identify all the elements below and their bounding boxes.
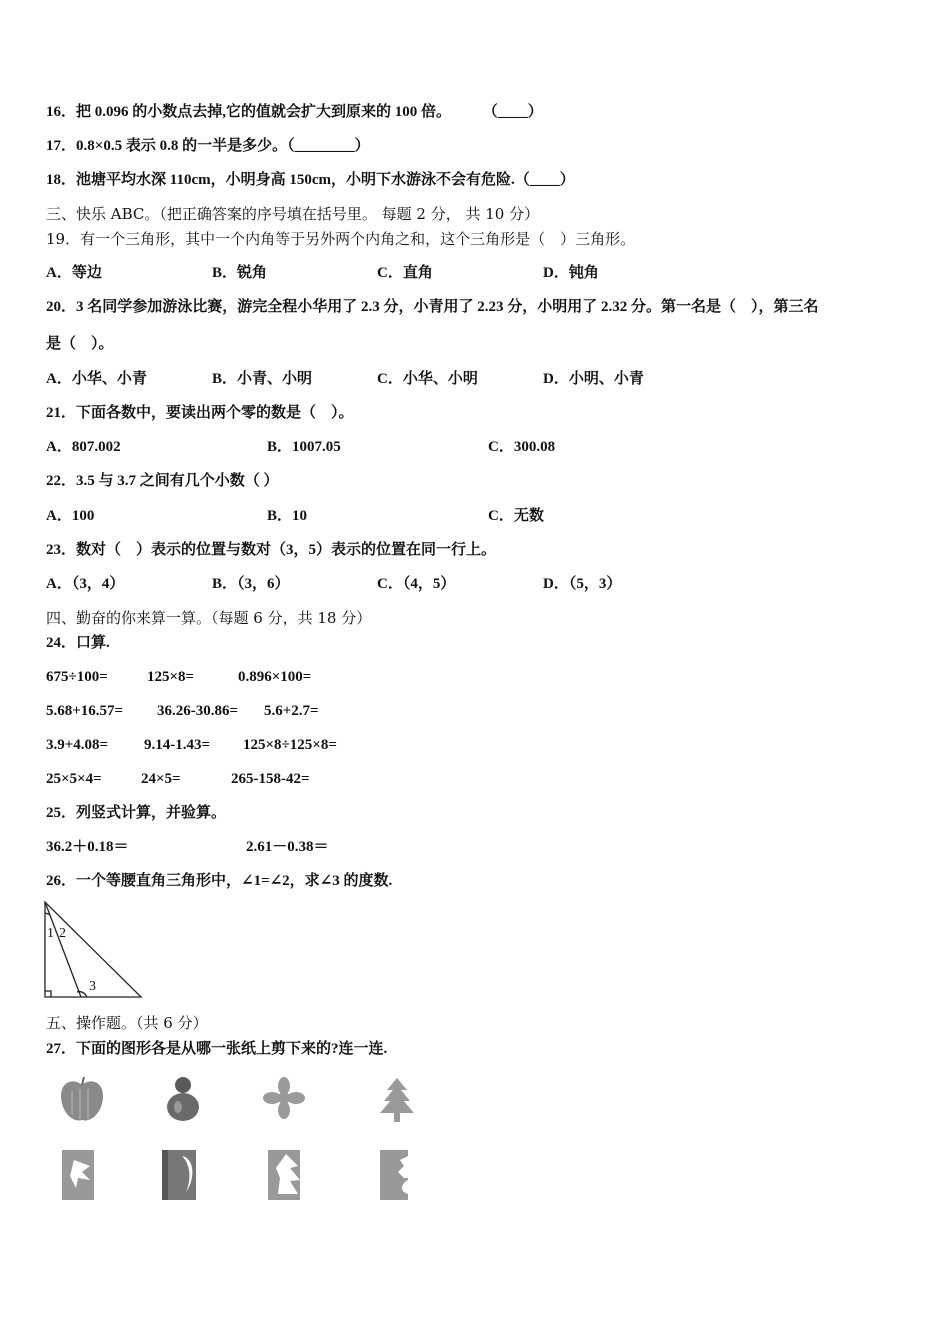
angle-label-3: 3	[89, 979, 96, 994]
calc-item: 125×8=	[147, 669, 195, 685]
question-26: 26．一个等腰直角三角形中，∠1=∠2，求∠3 的度数.	[46, 873, 393, 889]
calc-item: 25×5×4=	[46, 771, 102, 787]
calc-item: 36.2＋0.18＝	[46, 839, 129, 855]
option-b[interactable]: B．10	[267, 508, 308, 524]
question-23: 23．数对（ ）表示的位置与数对（3，5）表示的位置在同一行上。	[46, 542, 497, 558]
question-21: 21．下面各数中，要读出两个零的数是（ ）。	[46, 405, 354, 421]
option-d[interactable]: D．小明、小青	[543, 371, 644, 387]
option-a[interactable]: A．等边	[46, 265, 102, 281]
option-b[interactable]: B．1007.05	[267, 439, 341, 455]
tree-shape-icon[interactable]	[377, 1076, 417, 1124]
triangle-divider	[45, 902, 81, 997]
section-4-title: 四、勤奋的你来算一算。（每题 6 分，共 18 分）	[46, 609, 372, 627]
option-a[interactable]: A．100	[46, 508, 95, 524]
option-a[interactable]: A．小华、小青	[46, 371, 147, 387]
calc-item: 24×5=	[141, 771, 181, 787]
calc-item: 36.26-30.86=	[157, 703, 239, 719]
option-c[interactable]: C．小华、小明	[377, 371, 478, 387]
question-17: 17．0.8×0.5 表示 0.8 的一半是多少。（________）	[46, 138, 370, 154]
angle-arc-3	[77, 992, 87, 997]
question-27: 27．下面的图形各是从哪一张纸上剪下来的?连一连.	[46, 1041, 388, 1057]
calc-item: 125×8÷125×8=	[243, 737, 337, 753]
section-3-title: 三、快乐 ABC。（把正确答案的序号填在括号里。 每题 2 分， 共 10 分）	[46, 205, 540, 223]
triangle-figure	[40, 898, 150, 1002]
question-20-cont: 是（ ）。	[46, 336, 114, 352]
option-a[interactable]: A．（3，4）	[46, 576, 125, 592]
question-24: 24．口算.	[46, 635, 110, 651]
calc-item: 3.9+4.08=	[46, 737, 109, 753]
calc-item: 675÷100=	[46, 669, 108, 685]
calc-item: 265-158-42=	[231, 771, 310, 787]
section-5-title: 五、操作题。（共 6 分）	[46, 1014, 208, 1032]
answer-blank[interactable]: （____）	[482, 104, 543, 120]
paper-sheet-3-icon[interactable]	[266, 1148, 306, 1202]
option-b[interactable]: B．锐角	[212, 265, 268, 281]
calc-item: 5.6+2.7=	[264, 703, 319, 719]
calc-item: 2.61－0.38＝	[246, 839, 329, 855]
gourd-shape-icon[interactable]	[163, 1073, 203, 1123]
right-angle-mark	[45, 991, 51, 997]
option-d[interactable]: D．钝角	[543, 265, 599, 281]
option-b[interactable]: B．小青、小明	[212, 371, 313, 387]
flower-shape-icon[interactable]	[262, 1076, 306, 1120]
question-19: 19．有一个三角形，其中一个内角等于另外两个内角之和，这个三角形是（ ）三角形。	[46, 230, 636, 248]
option-c[interactable]: C．（4，5）	[377, 576, 456, 592]
answer-blank[interactable]: （____）	[514, 172, 575, 188]
option-c[interactable]: C．300.08	[488, 439, 556, 455]
calc-item: 0.896×100=	[238, 669, 312, 685]
apple-shape-icon[interactable]	[58, 1075, 106, 1125]
question-20: 20．3 名同学参加游泳比赛，游完全程小华用了 2.3 分，小青用了 2.23 分，小明用了 2.32 分。第一名是（ ），第三名	[46, 299, 819, 315]
question-18: 18．池塘平均水深 110cm，小明身高 150cm，小明下水游泳不会有危险.（____）	[46, 172, 575, 188]
option-b[interactable]: B．（3，6）	[212, 576, 290, 592]
option-c[interactable]: C．无数	[488, 508, 544, 524]
option-a[interactable]: A．807.002	[46, 439, 121, 455]
question-25: 25．列竖式计算，并验算。	[46, 805, 227, 821]
paper-sheet-4-icon[interactable]	[378, 1148, 418, 1202]
angle-label-1: 1	[47, 926, 54, 941]
question-16: 16．把 0.096 的小数点去掉,它的值就会扩大到原来的 100 倍。 （____）	[46, 104, 543, 120]
angle-label-2: 2	[59, 926, 66, 941]
option-d[interactable]: D．（5，3）	[543, 576, 622, 592]
calc-item: 5.68+16.57=	[46, 703, 124, 719]
calc-item: 9.14-1.43=	[144, 737, 211, 753]
option-c[interactable]: C．直角	[377, 265, 433, 281]
answer-blank[interactable]: （________）	[287, 138, 370, 154]
question-22: 22．3.5 与 3.7 之间有几个小数（ ）	[46, 473, 279, 489]
paper-sheet-2-icon[interactable]	[160, 1148, 200, 1202]
paper-sheet-1-icon[interactable]	[60, 1148, 100, 1202]
